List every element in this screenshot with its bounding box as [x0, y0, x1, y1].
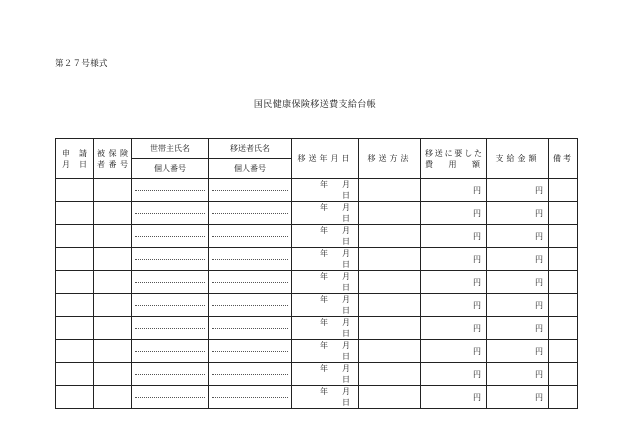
date-month-label: 月	[342, 180, 350, 189]
date-month-label: 月	[342, 364, 350, 373]
header-text: 月	[62, 159, 70, 169]
transfer-method-cell[interactable]	[359, 248, 421, 271]
date-day-label: 日	[342, 214, 350, 223]
header-text: 番	[108, 159, 117, 169]
transfer-method-cell[interactable]	[359, 225, 421, 248]
table-row	[56, 271, 578, 294]
table-row	[56, 179, 578, 202]
payment-amount-cell[interactable]	[487, 317, 549, 340]
application-date-cell[interactable]	[56, 386, 94, 409]
remarks-cell[interactable]	[549, 363, 578, 386]
header-text: に	[444, 148, 453, 158]
date-day-label: 日	[342, 352, 350, 361]
table-row	[56, 294, 578, 317]
table-row	[56, 340, 578, 363]
yen-label: 円	[473, 208, 481, 218]
payment-amount-cell[interactable]	[487, 202, 549, 225]
yen-label: 円	[473, 231, 481, 241]
transfer-date-cell[interactable]	[292, 386, 359, 409]
date-month-label: 月	[342, 387, 350, 396]
header-required-cost	[421, 139, 487, 179]
header-application-date	[56, 139, 94, 179]
yen-label: 円	[473, 392, 481, 402]
transfer-date-cell[interactable]	[292, 340, 359, 363]
divider	[135, 374, 205, 375]
divider	[135, 213, 205, 214]
date-year-label: 年	[320, 341, 328, 350]
date-year-label: 年	[320, 180, 328, 189]
insured-number-cell[interactable]	[94, 294, 132, 317]
yen-label: 円	[473, 323, 481, 333]
transfer-method-cell[interactable]	[359, 179, 421, 202]
date-day-label: 日	[342, 191, 350, 200]
date-year-label: 年	[320, 295, 328, 304]
divider	[212, 236, 288, 237]
transferee-cell[interactable]	[209, 271, 292, 294]
header-remarks: 備考	[549, 139, 578, 179]
transfer-method-cell[interactable]	[359, 363, 421, 386]
yen-label: 円	[535, 392, 543, 402]
divider	[135, 282, 205, 283]
remarks-cell[interactable]	[549, 202, 578, 225]
date-day-label: 日	[342, 375, 350, 384]
remarks-cell[interactable]	[549, 248, 578, 271]
table-row	[56, 248, 578, 271]
application-date-cell[interactable]	[56, 225, 94, 248]
date-month-label: 月	[342, 272, 350, 281]
transfer-date-cell[interactable]	[292, 271, 359, 294]
required-cost-cell[interactable]	[421, 179, 487, 202]
transfer-date-cell[interactable]	[292, 294, 359, 317]
date-day-label: 日	[342, 329, 350, 338]
required-cost-cell[interactable]	[421, 386, 487, 409]
transferee-cell[interactable]	[209, 386, 292, 409]
date-year-label: 年	[320, 249, 328, 258]
header-text: た	[473, 148, 482, 158]
table-row	[56, 202, 578, 225]
required-cost-cell[interactable]	[421, 317, 487, 340]
table-row	[56, 317, 578, 340]
transfer-method-cell[interactable]	[359, 294, 421, 317]
transfer-method-cell[interactable]	[359, 386, 421, 409]
date-month-label: 月	[342, 203, 350, 212]
header-text: 号	[120, 159, 128, 169]
transferee-cell[interactable]	[209, 225, 292, 248]
transfer-date-cell[interactable]	[292, 317, 359, 340]
transfer-date-cell[interactable]	[292, 248, 359, 271]
date-month-label: 月	[342, 295, 350, 304]
remarks-cell[interactable]	[549, 294, 578, 317]
header-text: 要	[454, 148, 463, 158]
table-row	[56, 386, 578, 409]
transfer-date-cell[interactable]	[292, 179, 359, 202]
date-month-label: 月	[342, 249, 350, 258]
required-cost-cell[interactable]	[421, 202, 487, 225]
yen-label: 円	[473, 369, 481, 379]
remarks-cell[interactable]	[549, 317, 578, 340]
divider	[212, 328, 288, 329]
application-date-cell[interactable]	[56, 294, 94, 317]
insured-number-cell[interactable]	[94, 317, 132, 340]
header-text: 移	[425, 148, 433, 158]
header-payment-amount: 支給金額	[487, 139, 549, 179]
header-text: 費	[425, 159, 433, 169]
householder-cell[interactable]	[132, 225, 209, 248]
transferee-cell[interactable]	[209, 202, 292, 225]
header-transfer-date: 移送年月日	[292, 139, 359, 179]
yen-label: 円	[535, 369, 543, 379]
transfer-method-cell[interactable]	[359, 202, 421, 225]
application-date-cell[interactable]	[56, 340, 94, 363]
table-row	[56, 225, 578, 248]
householder-cell[interactable]	[132, 363, 209, 386]
date-year-label: 年	[320, 318, 328, 327]
householder-cell[interactable]	[132, 386, 209, 409]
divider	[135, 190, 205, 191]
transferee-cell[interactable]	[209, 179, 292, 202]
date-day-label: 日	[342, 260, 350, 269]
payment-amount-cell[interactable]	[487, 248, 549, 271]
application-date-cell[interactable]	[56, 202, 94, 225]
date-month-label: 月	[342, 341, 350, 350]
header-text: 送	[434, 148, 443, 158]
transferee-cell[interactable]	[209, 340, 292, 363]
date-month-label: 月	[342, 318, 350, 327]
required-cost-cell[interactable]	[421, 340, 487, 363]
header-text: 請	[79, 148, 87, 158]
header-row	[56, 139, 578, 159]
yen-label: 円	[473, 277, 481, 287]
document-title: 国民健康保険移送費支給台帳	[253, 100, 377, 110]
transferee-cell[interactable]	[209, 294, 292, 317]
payment-amount-cell[interactable]	[487, 179, 549, 202]
divider	[135, 236, 205, 237]
householder-cell[interactable]	[132, 317, 209, 340]
application-date-cell[interactable]	[56, 248, 94, 271]
date-year-label: 年	[320, 387, 328, 396]
insured-number-cell[interactable]	[94, 340, 132, 363]
ledger-table	[55, 138, 578, 409]
date-year-label: 年	[320, 364, 328, 373]
yen-label: 円	[535, 185, 543, 195]
remarks-cell[interactable]	[549, 386, 578, 409]
header-householder-personal-number: 個人番号	[132, 159, 209, 179]
header-text: 申	[62, 148, 70, 158]
householder-cell[interactable]	[132, 294, 209, 317]
householder-cell[interactable]	[132, 271, 209, 294]
remarks-cell[interactable]	[549, 179, 578, 202]
divider	[212, 351, 288, 352]
insured-number-cell[interactable]	[94, 202, 132, 225]
table-row	[56, 363, 578, 386]
date-year-label: 年	[320, 226, 328, 235]
header-text: 額	[472, 159, 480, 169]
date-day-label: 日	[342, 283, 350, 292]
transferee-cell[interactable]	[209, 248, 292, 271]
application-date-cell[interactable]	[56, 363, 94, 386]
transferee-cell[interactable]	[209, 317, 292, 340]
yen-label: 円	[535, 300, 543, 310]
transfer-date-cell[interactable]	[292, 363, 359, 386]
householder-cell[interactable]	[132, 179, 209, 202]
divider	[135, 397, 205, 398]
insured-number-cell[interactable]	[94, 248, 132, 271]
header-householder-name: 世帯主氏名	[132, 139, 209, 159]
date-year-label: 年	[320, 272, 328, 281]
yen-label: 円	[535, 277, 543, 287]
yen-label: 円	[535, 231, 543, 241]
header-text: 用	[448, 159, 457, 169]
header-insured-number	[94, 139, 132, 179]
transfer-method-cell[interactable]	[359, 340, 421, 363]
yen-label: 円	[473, 346, 481, 356]
divider	[135, 259, 205, 260]
yen-label: 円	[473, 185, 481, 195]
header-text: 者	[97, 159, 105, 169]
header-transferee-name: 移送者氏名	[209, 139, 292, 159]
divider	[212, 213, 288, 214]
payment-amount-cell[interactable]	[487, 386, 549, 409]
insured-number-cell[interactable]	[94, 225, 132, 248]
householder-cell[interactable]	[132, 340, 209, 363]
header-text: 険	[120, 148, 128, 158]
transfer-date-cell[interactable]	[292, 225, 359, 248]
payment-amount-cell[interactable]	[487, 271, 549, 294]
required-cost-cell[interactable]	[421, 271, 487, 294]
header-text: 保	[108, 148, 117, 158]
divider	[212, 282, 288, 283]
required-cost-cell[interactable]	[421, 363, 487, 386]
date-day-label: 日	[342, 237, 350, 246]
transfer-method-cell[interactable]	[359, 271, 421, 294]
header-text: し	[464, 148, 473, 158]
remarks-cell[interactable]	[549, 225, 578, 248]
householder-cell[interactable]	[132, 202, 209, 225]
insured-number-cell[interactable]	[94, 179, 132, 202]
insured-number-cell[interactable]	[94, 363, 132, 386]
divider	[212, 305, 288, 306]
payment-amount-cell[interactable]	[487, 294, 549, 317]
header-text: 被	[97, 148, 105, 158]
divider	[135, 305, 205, 306]
date-year-label: 年	[320, 203, 328, 212]
payment-amount-cell[interactable]	[487, 225, 549, 248]
householder-cell[interactable]	[132, 248, 209, 271]
header-text: 日	[79, 159, 87, 169]
divider	[212, 190, 288, 191]
required-cost-cell[interactable]	[421, 294, 487, 317]
required-cost-cell[interactable]	[421, 225, 487, 248]
required-cost-cell[interactable]	[421, 248, 487, 271]
header-transferee-personal-number: 個人番号	[209, 159, 292, 179]
remarks-cell[interactable]	[549, 271, 578, 294]
payment-amount-cell[interactable]	[487, 340, 549, 363]
payment-amount-cell[interactable]	[487, 363, 549, 386]
header-transfer-method: 移送方法	[359, 139, 421, 179]
application-date-cell[interactable]	[56, 271, 94, 294]
transfer-date-cell[interactable]	[292, 202, 359, 225]
yen-label: 円	[535, 346, 543, 356]
transferee-cell[interactable]	[209, 363, 292, 386]
yen-label: 円	[535, 208, 543, 218]
date-month-label: 月	[342, 226, 350, 235]
date-day-label: 日	[342, 398, 350, 407]
form-number: 第２７号様式	[55, 59, 108, 69]
insured-number-cell[interactable]	[94, 271, 132, 294]
yen-label: 円	[473, 300, 481, 310]
application-date-cell[interactable]	[56, 179, 94, 202]
divider	[212, 397, 288, 398]
yen-label: 円	[535, 254, 543, 264]
yen-label: 円	[535, 323, 543, 333]
divider	[212, 259, 288, 260]
divider	[135, 351, 205, 352]
yen-label: 円	[473, 254, 481, 264]
insured-number-cell[interactable]	[94, 386, 132, 409]
divider	[135, 328, 205, 329]
application-date-cell[interactable]	[56, 317, 94, 340]
date-day-label: 日	[342, 306, 350, 315]
remarks-cell[interactable]	[549, 340, 578, 363]
transfer-method-cell[interactable]	[359, 317, 421, 340]
divider	[212, 374, 288, 375]
